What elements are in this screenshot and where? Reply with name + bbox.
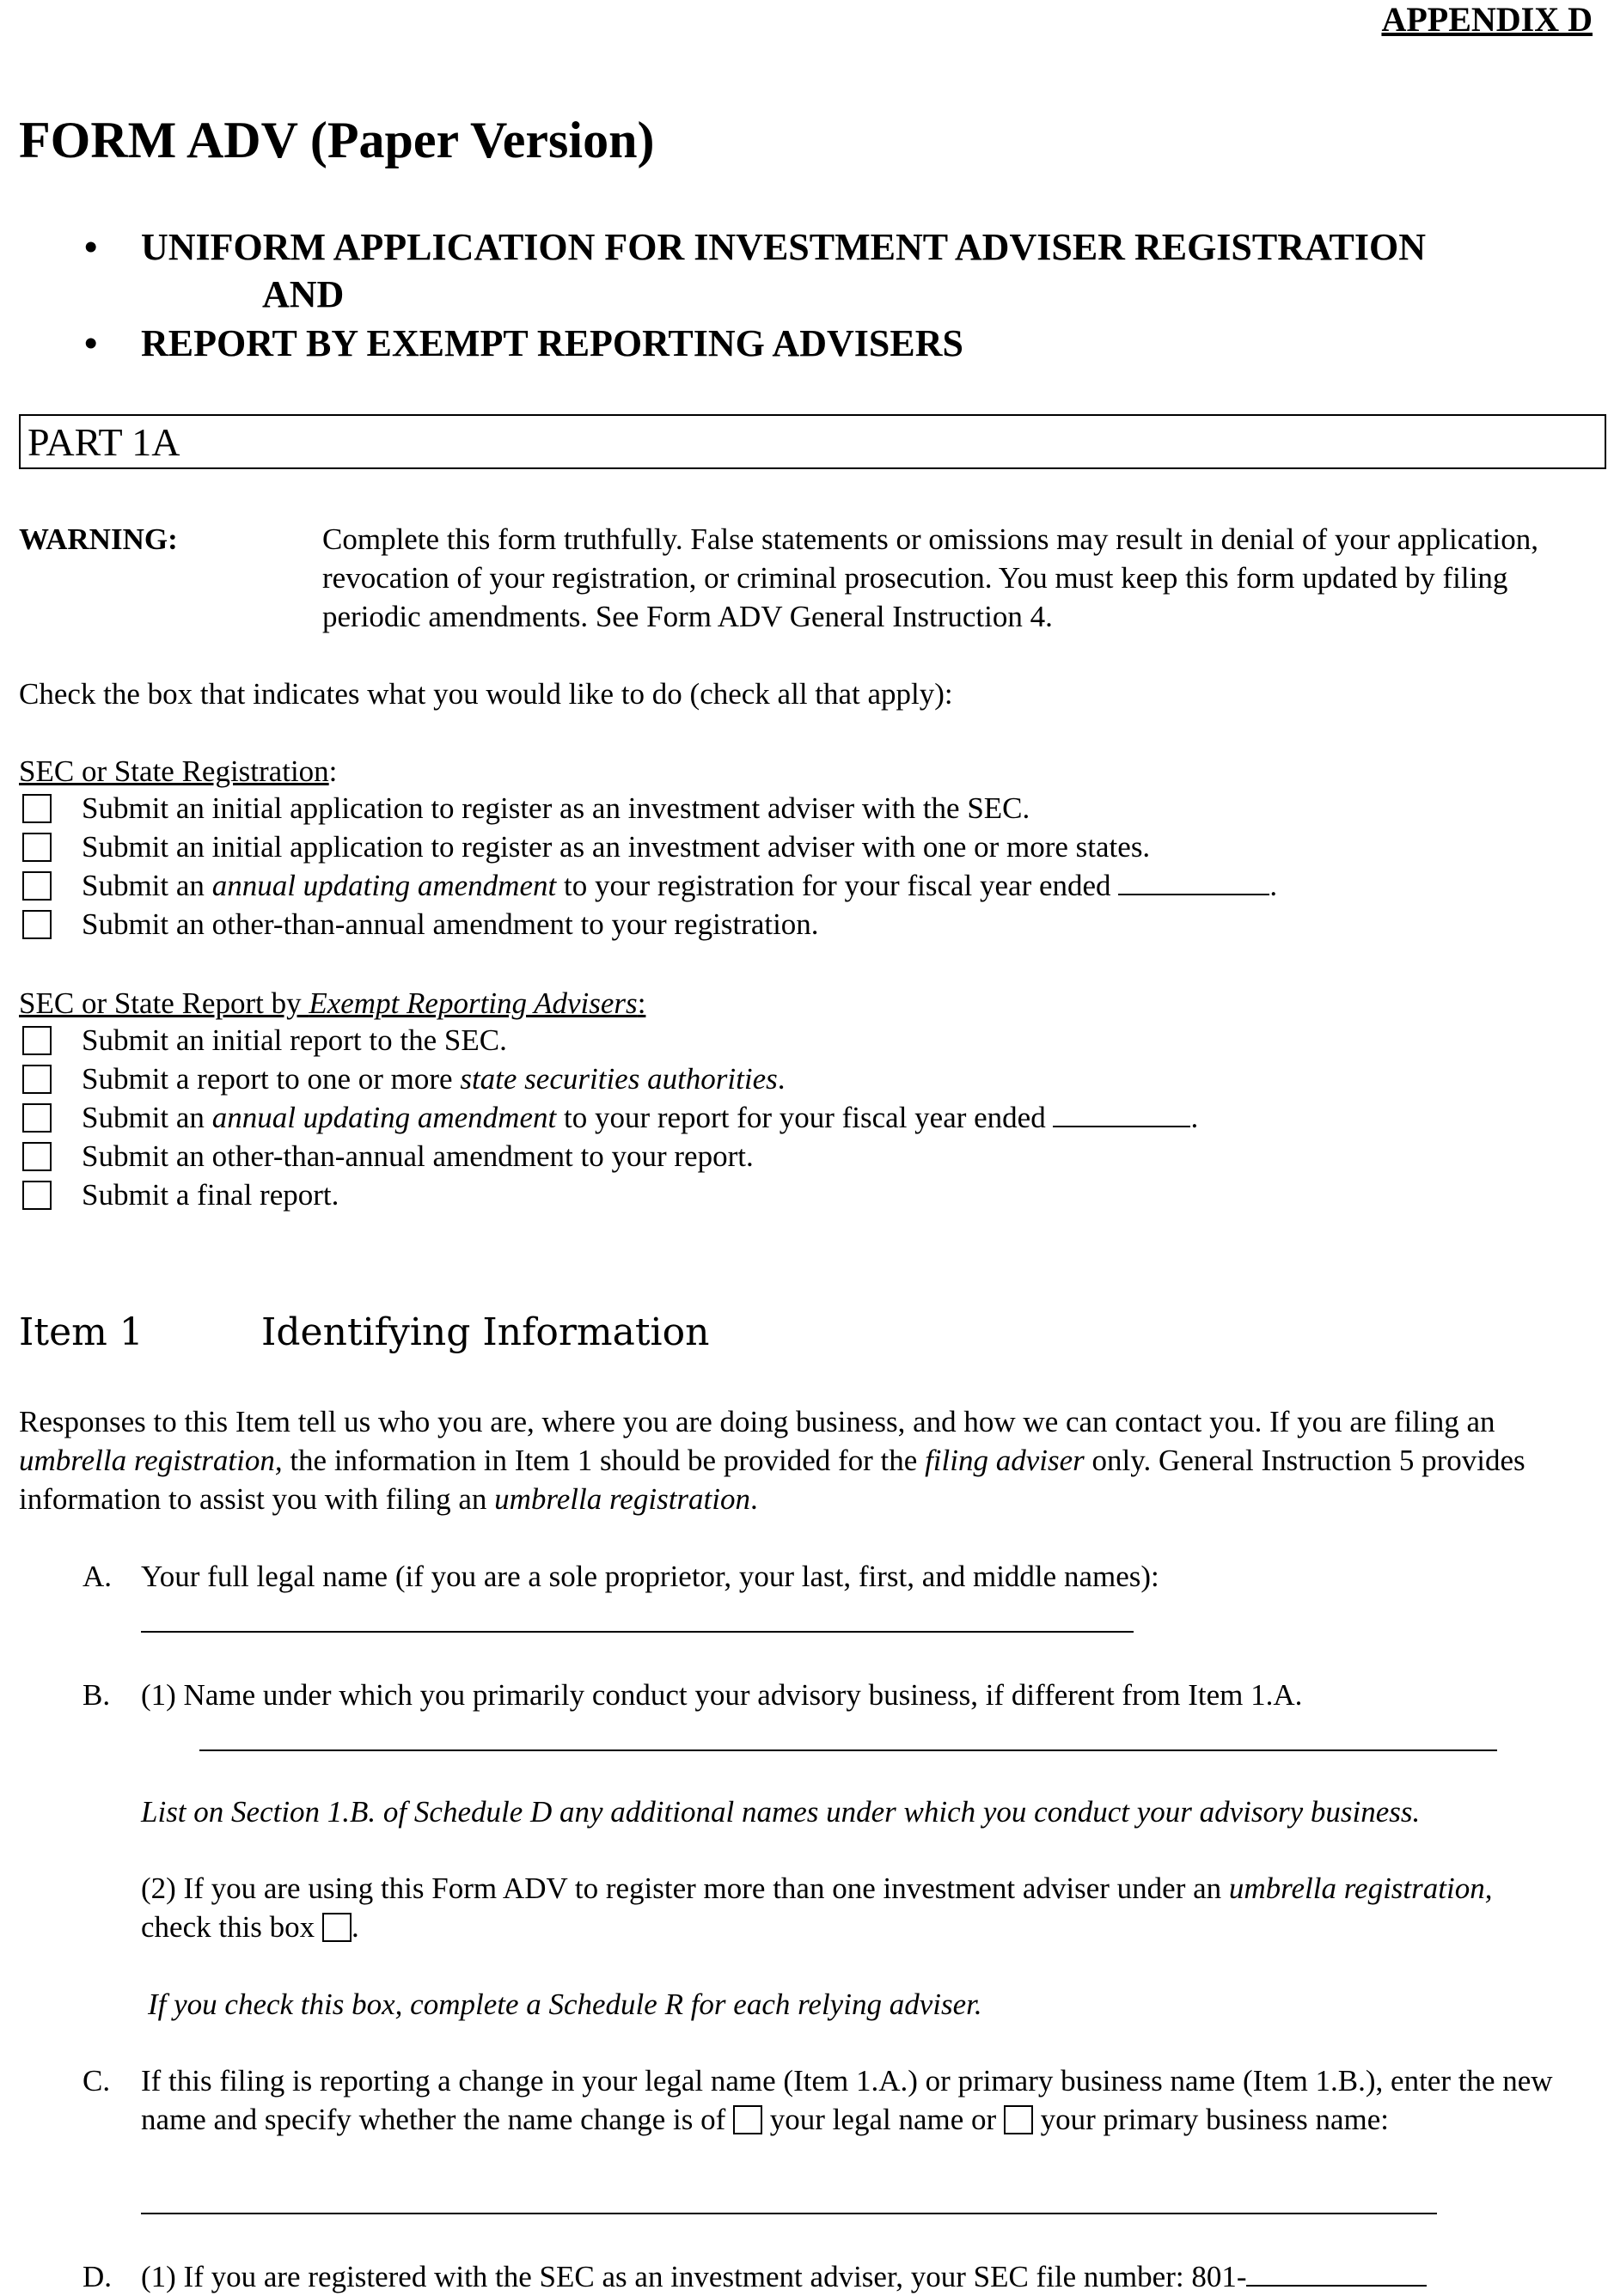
item-number: Item 1: [19, 1310, 144, 1354]
checkbox-final-report[interactable]: [22, 1181, 52, 1210]
exempt-heading-pre: SEC or State Report by: [19, 986, 309, 1020]
intro-part4: .: [749, 1482, 758, 1516]
fiscal-year-report-blank[interactable]: [1053, 1100, 1190, 1127]
intro-italic3: umbrella registration: [494, 1482, 750, 1516]
c-opt1: your legal name or: [769, 2103, 997, 2136]
item-c-text: [141, 2061, 1568, 2139]
checkbox-initial-report[interactable]: [22, 1026, 52, 1055]
c-pre: If this filing is reporting a change in your legal name (Item 1.A.) or primary business name (Item 1.B.), enter the new name and specify whether the name change is of: [141, 2064, 1553, 2136]
intro-part1: Responses to this Item tell us who you are, where you are doing business, and how we can contact you. If you are filing an: [19, 1405, 1495, 1438]
intro-part2: the information in Item 1 should be provided for the: [282, 1444, 926, 1477]
annual-report-pre: Submit an: [82, 1101, 212, 1134]
b2-end: .: [351, 1910, 359, 1944]
item-a-label: A.: [83, 1560, 113, 1593]
b2-pre: (2) If you are using this Form ADV to register more than one investment adviser under an: [141, 1872, 1229, 1905]
bullet-dot-icon: •: [84, 322, 98, 364]
intro-italic2: filing adviser: [925, 1444, 1085, 1477]
exempt-heading-text: [19, 986, 645, 1020]
exempt-heading-italic: Exempt Reporting Advisers: [309, 986, 638, 1020]
bullet-2-text: REPORT BY EXEMPT REPORTING ADVISERS: [141, 322, 963, 364]
warning-label: WARNING:: [19, 522, 178, 556]
annual-report-italic: annual updating amendment: [211, 1101, 557, 1134]
annual-pre: Submit an: [82, 869, 212, 902]
fiscal-year-blank[interactable]: [1118, 868, 1269, 895]
item-d-text: [141, 2257, 1427, 2296]
checkbox-state-report[interactable]: [22, 1065, 52, 1094]
registration-heading: [19, 752, 337, 791]
registration-heading-text: SEC or State Registration: [19, 754, 329, 788]
legal-name-field[interactable]: [141, 1631, 1134, 1633]
c-opt2: your primary business name:: [1040, 2103, 1389, 2136]
intro-italic1: umbrella registration,: [19, 1444, 283, 1477]
appendix-label: APPENDIX D: [1381, 0, 1593, 39]
bullet-2: [84, 320, 963, 368]
state-report-pre: Submit a report to one or more: [82, 1062, 461, 1096]
state-report-italic: state securities authorities: [460, 1062, 778, 1096]
option-final-report: Submit a final report.: [82, 1178, 339, 1212]
item-d-label: D.: [83, 2260, 113, 2293]
item1-intro: [19, 1402, 1596, 1518]
bullet-1: [84, 223, 1426, 272]
checkbox-register-sec[interactable]: [22, 794, 52, 823]
checkbox-umbrella[interactable]: [322, 1913, 352, 1942]
item-c-label: C.: [83, 2064, 111, 2098]
state-report-post: .: [777, 1062, 786, 1096]
item-b1-text: (1) Name under which you primarily conduct your advisory business, if different from Item 1.A.: [141, 1678, 1303, 1712]
item-b2-note: [148, 1985, 982, 2024]
checkbox-register-states[interactable]: [22, 833, 52, 862]
part-header-box: [19, 414, 1606, 469]
item-a-text: Your full legal name (if you are a sole proprietor, your last, first, and middle names):: [141, 1560, 1159, 1593]
sec-file-number-field[interactable]: [1246, 2259, 1427, 2287]
b1-note-text: List on Section 1.B. of Schedule D any additional names under which you conduct your advisory business.: [141, 1795, 1421, 1829]
item-b-label: B.: [83, 1678, 111, 1712]
warning-text: Complete this form truthfully. False statements or omissions may result in denial of your application, revocation of your registration, or criminal prosecution. You must keep this form updated by filing periodic amendments. See Form ADV General Instruction 4.: [322, 522, 1539, 633]
instruction-text: Check the box that indicates what you would like to do (check all that apply):: [19, 677, 953, 711]
intro-part3: only. General Instruction 5 provides information to assist you with filing an: [19, 1444, 1525, 1516]
option-annual-amendment-registration: [82, 866, 1277, 905]
checkbox-annual-amendment-report[interactable]: [22, 1103, 52, 1133]
checkbox-other-amendment-report[interactable]: [22, 1142, 52, 1171]
form-title: FORM ADV (Paper Version): [19, 112, 655, 168]
period: .: [1269, 869, 1278, 902]
annual-post: to your registration for your fiscal year ended: [556, 869, 1111, 902]
new-name-field[interactable]: [141, 2213, 1437, 2214]
annual-italic: annual updating amendment: [211, 869, 557, 902]
item-b1-note: [141, 1792, 1420, 1831]
option-register-sec: Submit an initial application to register as an investment adviser with the SEC.: [82, 791, 1030, 825]
bullet-and: AND: [262, 273, 345, 315]
option-other-amendment-registration: Submit an other-than-annual amendment to your registration.: [82, 907, 819, 941]
bullet-dot-icon: •: [84, 226, 98, 268]
item-b2-text: [141, 1869, 1516, 1946]
exempt-heading: [19, 984, 645, 1023]
option-other-amendment-report: Submit an other-than-annual amendment to your report.: [82, 1139, 754, 1173]
period: .: [1190, 1101, 1199, 1134]
checkbox-legal-name[interactable]: [733, 2105, 762, 2134]
checkbox-other-amendment-registration[interactable]: [22, 910, 52, 939]
option-initial-report: Submit an initial report to the SEC.: [82, 1023, 507, 1057]
annual-report-post: to your report for your fiscal year ended: [556, 1101, 1046, 1134]
business-name-field[interactable]: [199, 1749, 1497, 1751]
registration-heading-colon: :: [328, 754, 338, 788]
item-title: Identifying Information: [261, 1310, 710, 1354]
d-text: (1) If you are registered with the SEC as an investment adviser, your SEC file number: 801-: [141, 2260, 1247, 2293]
exempt-heading-colon: :: [637, 986, 646, 1020]
checkbox-annual-amendment-registration[interactable]: [22, 871, 52, 901]
b2-post: check this box: [141, 1910, 315, 1944]
part-label: PART 1A: [28, 420, 180, 464]
option-annual-amendment-report: [82, 1098, 1198, 1137]
b2-italic: umbrella registration,: [1228, 1872, 1493, 1905]
option-register-states: Submit an initial application to register as an investment adviser with one or more states.: [82, 830, 1151, 864]
item1-heading: [19, 1310, 710, 1356]
option-state-report: [82, 1059, 786, 1098]
b2-note-text: If you check this box, complete a Schedule R for each relying adviser.: [148, 1988, 982, 2021]
checkbox-business-name[interactable]: [1004, 2105, 1033, 2134]
bullet-1-text: UNIFORM APPLICATION FOR INVESTMENT ADVISER REGISTRATION: [141, 226, 1426, 268]
